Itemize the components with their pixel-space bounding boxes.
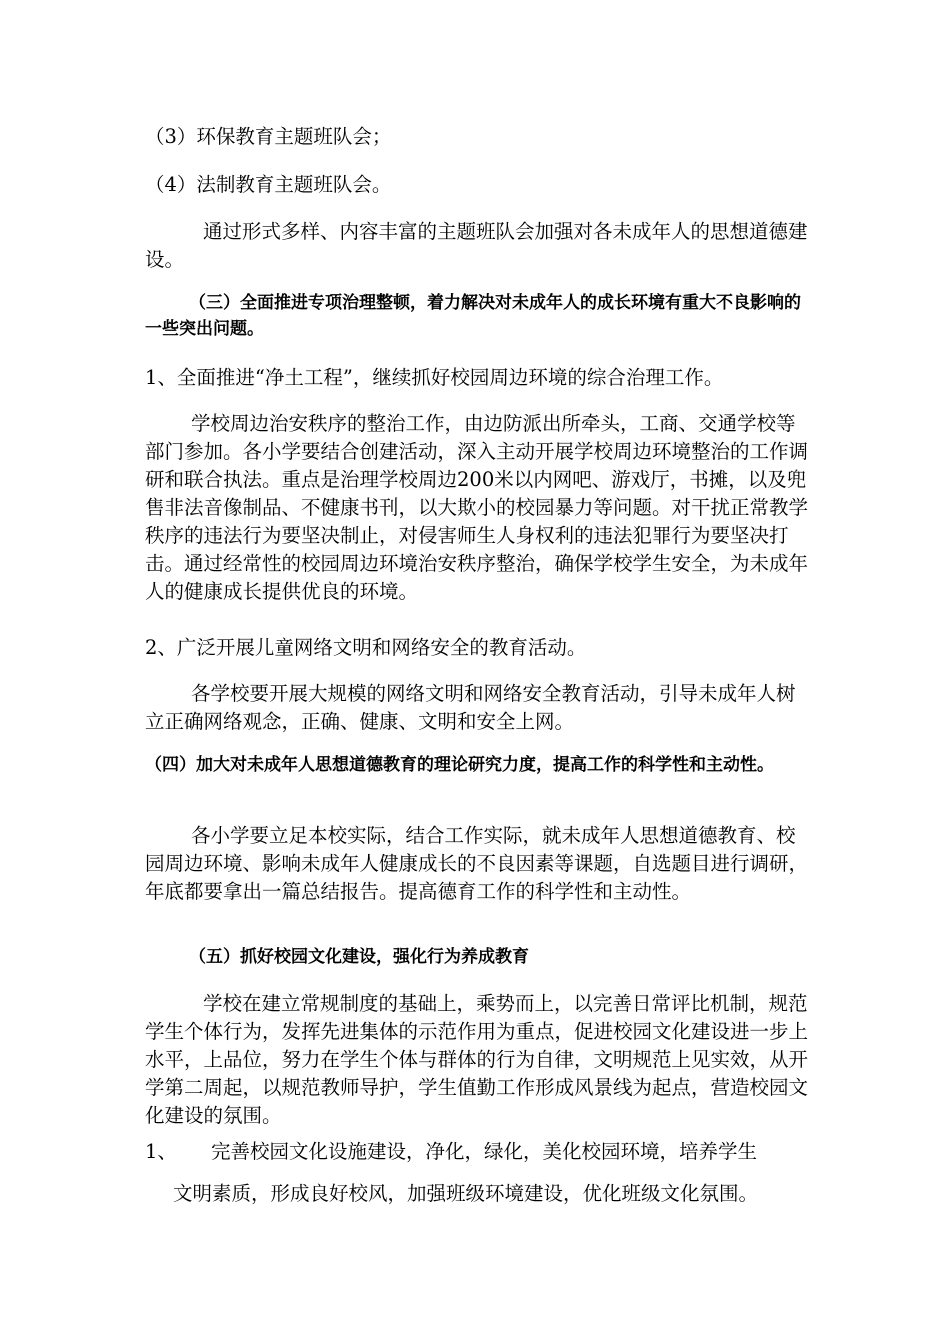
section-heading-4: （四）加大对未成年人思想道德教育的理论研究力度，提高工作的科学性和主动性。 bbox=[145, 755, 774, 775]
section-heading-5: （五）抓好校园文化建设，强化行为养成教育 bbox=[189, 947, 529, 967]
paragraph-security: 学校周边治安秩序的整治工作，由边防派出所牵头，工商、交通学校等部门参加。各小学要结合创建活动，深入主动开展学校周边环境整治的工作调研和联合执法。重点是治理学校周边200米以内网吧、游戏厅，书摊，以及兜售非法音像制品、不健康书刊，以大欺小的校园暴力等问题。对干扰正常教学秩序的违法行为要坚决制止，对侵害师生人身权利的违法犯罪行为要坚决打击。通过经常性的校园周边环境治安秩序整治，确保学校学生安全，为未成年人的健康成长提供优良的环境。 bbox=[145, 412, 809, 603]
list-item-1-first-line bbox=[145, 1138, 810, 1166]
list-number: 1、 bbox=[145, 1140, 177, 1163]
list-line-3: （3）环保教育主题班队会； bbox=[145, 125, 392, 148]
section-heading-3: （三）全面推进专项治理整顿，着力解决对未成年人的成长环境有重大不良影响的一些突出问题。 bbox=[145, 293, 801, 339]
item-heading-2: 2、广泛开展儿童网络文明和网络安全的教育活动。 bbox=[145, 636, 587, 659]
paragraph-intro: 通过形式多样、内容丰富的主题班队会加强对各未成年人的思想道德建设。 bbox=[145, 220, 808, 271]
item-heading-1: 1、全面推进“净土工程”，继续抓好校园周边环境的综合治理工作。 bbox=[145, 366, 724, 389]
paragraph-research: 各小学要立足本校实际，结合工作实际，就未成年人思想道德教育、校园周边环境、影响未成年人健康成长的不良因素等课题，自选题目进行调研，年底都要拿出一篇总结报告。提高德育工作的科学性和主动性。 bbox=[145, 824, 809, 903]
paragraph-culture: 学校在建立常规制度的基础上，乘势而上，以完善日常评比机制，规范学生个体行为，发挥先进集体的示范作用为重点，促进校园文化建设进一步上水平，上品位，努力在学生个体与群体的行为自律，文明规范上见实效，从开学第二周起，以规范教师导护，学生值勤工作形成风景线为起点，营造校园文化建设的氛围。 bbox=[145, 992, 809, 1127]
list-line-4: （4）法制教育主题班队会。 bbox=[145, 173, 392, 196]
list-item-text: 完善校园文化设施建设，净化，绿化，美化校园环境，培养学生 bbox=[211, 1140, 758, 1163]
list-item-1-continuation: 文明素质，形成良好校风，加强班级环境建设，优化班级文化氛围。 bbox=[173, 1182, 759, 1205]
paragraph-network: 各学校要开展大规模的网络文明和网络安全教育活动，引导未成年人树立正确网络观念，正确、健康、文明和安全上网。 bbox=[145, 682, 796, 733]
